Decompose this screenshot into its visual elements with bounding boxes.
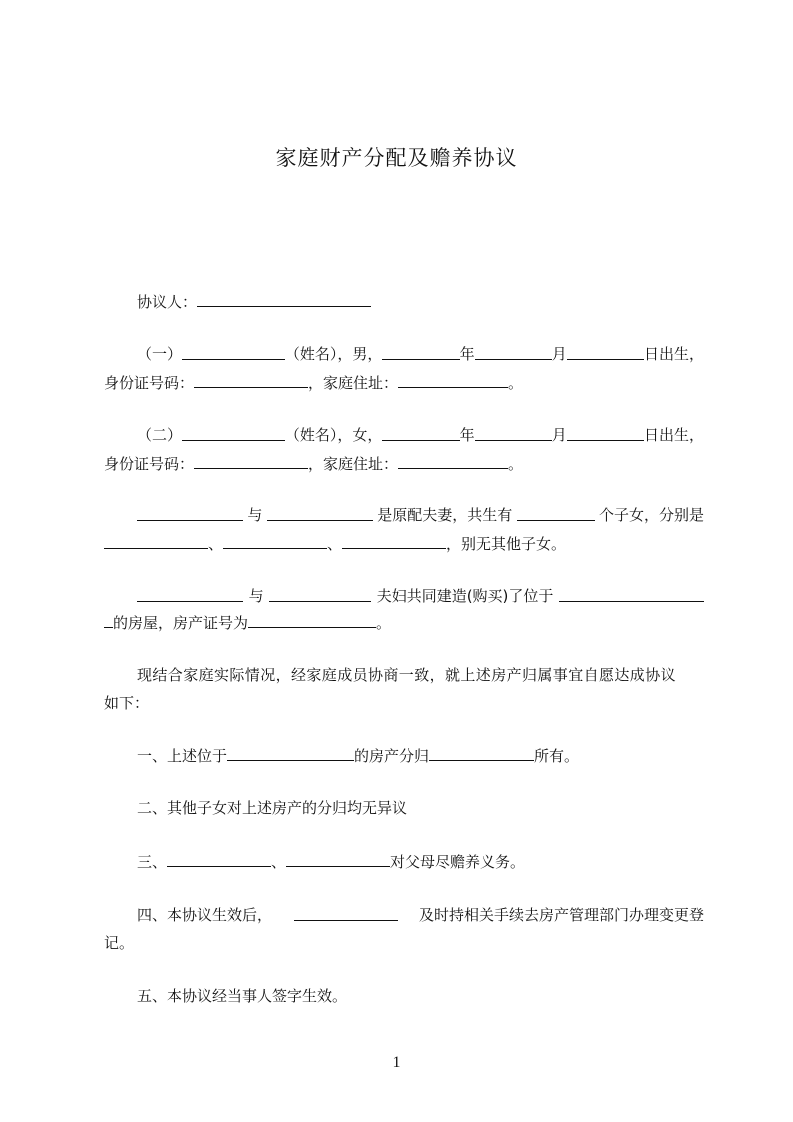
party1-id-blank[interactable] xyxy=(194,372,308,388)
property-with: 与 xyxy=(248,587,264,605)
child-separator: 、 xyxy=(208,535,224,553)
party1-birth-label: 日出生， xyxy=(643,345,704,363)
clause-3 xyxy=(104,851,737,872)
page-number: 1 xyxy=(392,1054,401,1071)
property-certificate-blank[interactable] xyxy=(248,612,376,628)
clause-1-b: 的房产分归 xyxy=(354,747,430,765)
clause-1-c: 所有。 xyxy=(534,747,580,765)
clause-3-child1-blank[interactable] xyxy=(167,851,271,867)
party1-name-hint: （姓名），男， xyxy=(284,345,383,363)
property-house-text: 的房屋，房产证号为 xyxy=(113,614,249,632)
signatory-blank[interactable] xyxy=(197,291,371,307)
clause-1-owner-blank[interactable] xyxy=(429,745,534,761)
party2-month-blank[interactable] xyxy=(475,425,552,441)
party1-ordinal: （一） xyxy=(137,345,183,363)
clause-2: 二、其他子女对上述房产的分归均无异议 xyxy=(137,799,408,817)
husband-blank[interactable] xyxy=(137,505,243,521)
marriage-line2 xyxy=(104,533,704,554)
preamble-line2: 如下： xyxy=(104,694,150,712)
children-count-blank[interactable] xyxy=(517,505,595,521)
party1-end: 。 xyxy=(508,374,524,392)
clause-4-a: 四、本协议生效后， xyxy=(137,906,273,924)
child2-blank[interactable] xyxy=(223,533,327,549)
party2-address-label: ，家庭住址： xyxy=(308,455,399,473)
owner1-blank[interactable] xyxy=(137,586,243,602)
marriage-children-text: 个子女，分别是 xyxy=(598,506,704,524)
party2-name-hint: （姓名），女， xyxy=(284,426,383,444)
party2-end: 。 xyxy=(508,455,524,473)
clause-1-a: 一、上述位于 xyxy=(137,747,228,765)
property-location-blank-continued[interactable] xyxy=(104,612,113,628)
preamble-line1: 现结合家庭实际情况，经家庭成员协商一致，就上述房产归属事宜自愿达成协议 xyxy=(137,666,677,684)
party2-day-blank[interactable] xyxy=(567,425,644,441)
signatory-label: 协议人： xyxy=(137,293,198,311)
party1-month-label: 月 xyxy=(551,345,567,363)
party1-day-blank[interactable] xyxy=(567,344,644,360)
owner2-blank[interactable] xyxy=(269,586,371,602)
party1-id-label: 身份证号码： xyxy=(104,374,195,392)
property-end: 。 xyxy=(376,614,392,632)
child1-blank[interactable] xyxy=(104,533,208,549)
party2-month-label: 月 xyxy=(551,426,567,444)
party1-address-blank[interactable] xyxy=(398,372,508,388)
marriage-line1 xyxy=(104,505,704,525)
party2-year-label: 年 xyxy=(459,426,475,444)
clause-3-a: 三、 xyxy=(137,853,168,871)
party2-id-blank[interactable] xyxy=(194,453,308,469)
clause-3-b: 对父母尽赡养义务。 xyxy=(390,853,526,871)
party1-year-blank[interactable] xyxy=(382,344,459,360)
clause-4-line2: 记。 xyxy=(104,934,135,952)
party2-line2 xyxy=(104,453,704,474)
wife-blank[interactable] xyxy=(267,505,373,521)
property-line1 xyxy=(104,586,704,606)
property-built-text: 夫妇共同建造(购买)了位于 xyxy=(376,587,554,605)
party2-birth-label: 日出生， xyxy=(643,426,704,444)
clause-4-line1 xyxy=(104,905,704,925)
property-location-blank[interactable] xyxy=(559,586,704,602)
marriage-with: 与 xyxy=(247,506,263,524)
marriage-spouses-text: 是原配夫妻，共生有 xyxy=(377,506,513,524)
child3-blank[interactable] xyxy=(342,533,446,549)
party2-line1 xyxy=(104,425,704,445)
signatory-line xyxy=(104,291,737,312)
clause-3-separator: 、 xyxy=(271,853,287,871)
property-line2 xyxy=(104,612,704,633)
marriage-end: ，别无其他子女。 xyxy=(446,535,567,553)
clause-1-location-blank[interactable] xyxy=(227,745,354,761)
party1-year-label: 年 xyxy=(459,345,475,363)
party1-name-blank[interactable] xyxy=(182,344,285,360)
party1-line1 xyxy=(104,344,704,364)
party2-year-blank[interactable] xyxy=(382,425,459,441)
party2-id-label: 身份证号码： xyxy=(104,455,195,473)
clause-4-blank[interactable] xyxy=(294,905,398,921)
child-separator: 、 xyxy=(327,535,343,553)
party2-ordinal: （二） xyxy=(137,426,183,444)
party1-address-label: ，家庭住址： xyxy=(308,374,399,392)
party1-line2 xyxy=(104,372,704,393)
party2-name-blank[interactable] xyxy=(182,425,285,441)
clause-4-b: 及时持相关手续去房产管理部门办理变更登 xyxy=(418,906,704,924)
party2-address-blank[interactable] xyxy=(398,453,508,469)
clause-5: 五、本协议经当事人签字生效。 xyxy=(137,987,348,1005)
document-title: 家庭财产分配及赡养协议 xyxy=(275,146,518,170)
party1-month-blank[interactable] xyxy=(475,344,552,360)
clause-1 xyxy=(104,745,737,766)
clause-3-child2-blank[interactable] xyxy=(286,851,390,867)
